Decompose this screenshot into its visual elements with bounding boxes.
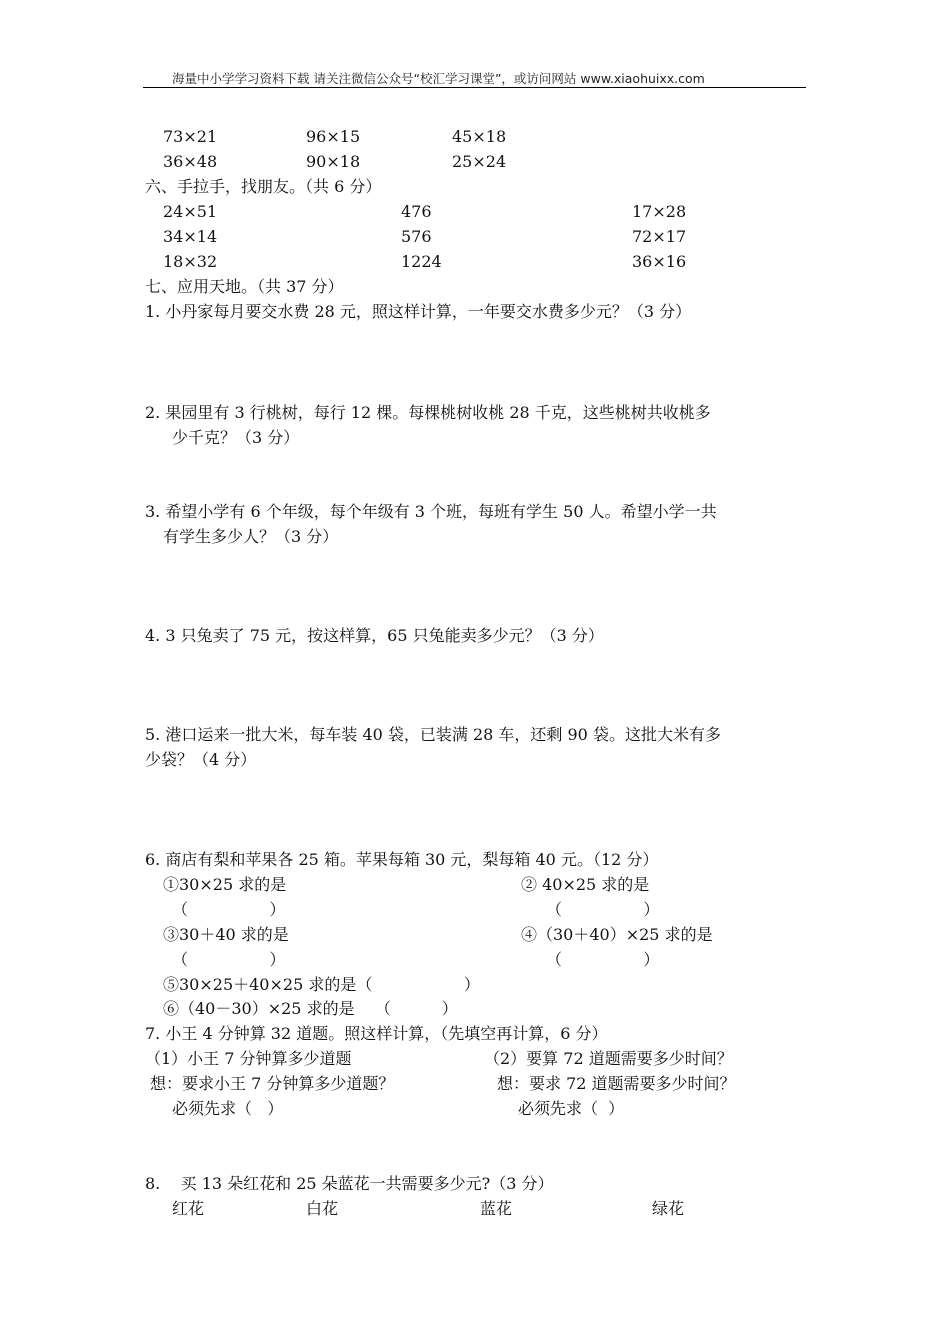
section-title: 七、应用天地。（共 37 分） — [145, 277, 344, 296]
match-right-item: 17×28 — [632, 202, 687, 221]
match-right-item: 36×16 — [632, 252, 687, 271]
q7-part-1-must[interactable]: 必须先求（ ） — [172, 1099, 284, 1118]
question-8: 8. 买 13 朵红花和 25 朵蓝花一共需要多少元?（3 分） — [145, 1174, 554, 1193]
question-2: 2. 果园里有 3 行桃树，每行 12 棵。每棵桃树收桃 28 千克，这些桃树共收桃多 — [145, 403, 711, 422]
q6-item-1: ①30×25 求的是 — [163, 875, 287, 894]
question-4: 4. 3 只兔卖了 75 元，按这样算，65 只兔能卖多少元？（3 分） — [145, 626, 604, 645]
flower-label-blue: 蓝花 — [480, 1199, 513, 1218]
question-5: 5. 港口运来一批大米，每车装 40 袋，已装满 28 车，还剩 90 袋。这批大米有多 — [145, 725, 721, 744]
q6-item-5: ⑤30×25＋40×25 求的是（ ） — [163, 975, 480, 994]
calc-item: 36×48 — [163, 152, 218, 171]
q6-answer-blank-1[interactable]: （ ） — [172, 900, 286, 919]
q7-part-1: （1）小王 7 分钟算多少道题 — [145, 1049, 352, 1068]
q7-part-2: （2）要算 72 道题需要多少时间？ — [484, 1049, 733, 1068]
q6-item-6: ⑥（40－30）×25 求的是 （ ） — [163, 999, 458, 1018]
calc-item: 73×21 — [163, 127, 218, 146]
match-middle-item: 576 — [401, 227, 432, 246]
flower-label-red: 红花 — [172, 1199, 205, 1218]
q6-answer-blank-2[interactable]: （ ） — [546, 900, 660, 919]
question-7: 7. 小王 4 分钟算 32 道题。照这样计算，（先填空再计算，6 分） — [145, 1024, 608, 1043]
q6-answer-blank-3[interactable]: （ ） — [172, 950, 286, 969]
header-rule — [143, 87, 806, 88]
page-header: 海量中小学学习资料下载 请关注微信公众号“校汇学习课堂”，或访问网站 www.xiaohuixx.com — [172, 71, 705, 86]
question-5-cont: 少袋？（4 分） — [145, 750, 257, 769]
match-left-item: 18×32 — [163, 252, 218, 271]
flower-label-green: 绿花 — [652, 1199, 685, 1218]
match-middle-item: 476 — [401, 202, 432, 221]
question-3-cont: 有学生多少人？（3 分） — [163, 527, 339, 546]
calc-item: 90×18 — [306, 152, 361, 171]
match-left-item: 24×51 — [163, 202, 218, 221]
q7-part-2-must[interactable]: 必须先求（ ） — [518, 1099, 625, 1118]
q6-item-4: ④（30＋40）×25 求的是 — [521, 925, 713, 944]
q6-answer-blank-4[interactable]: （ ） — [546, 950, 660, 969]
match-right-item: 72×17 — [632, 227, 687, 246]
q7-part-2-think: 想：要求 72 道题需要多少时间？ — [497, 1074, 736, 1093]
q7-part-1-think: 想：要求小王 7 分钟算多少道题？ — [150, 1074, 395, 1093]
question-6: 6. 商店有梨和苹果各 25 箱。苹果每箱 30 元，梨每箱 40 元。（12 分） — [145, 850, 659, 869]
q6-item-2: ② 40×25 求的是 — [521, 875, 650, 894]
match-left-item: 34×14 — [163, 227, 218, 246]
question-3: 3. 希望小学有 6 个年级，每个年级有 3 个班，每班有学生 50 人。希望小学一共 — [145, 502, 717, 521]
calc-item: 45×18 — [452, 127, 507, 146]
question-1: 1. 小丹家每月要交水费 28 元，照这样计算，一年要交水费多少元？（3 分） — [145, 302, 692, 321]
q6-item-3: ③30＋40 求的是 — [163, 925, 289, 944]
section-title: 六、手拉手，找朋友。（共 6 分） — [145, 177, 382, 196]
flower-label-white: 白花 — [306, 1199, 339, 1218]
match-middle-item: 1224 — [401, 252, 442, 271]
calc-item: 25×24 — [452, 152, 507, 171]
question-2-cont: 少千克？（3 分） — [172, 428, 300, 447]
calc-item: 96×15 — [306, 127, 361, 146]
